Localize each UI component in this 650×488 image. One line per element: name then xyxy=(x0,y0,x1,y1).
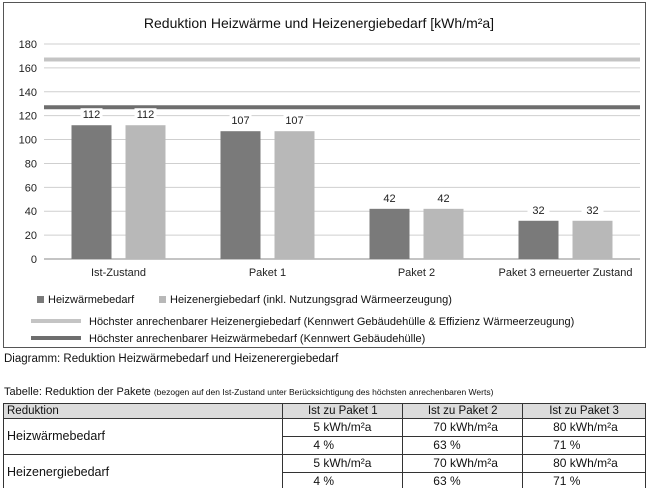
table-title xyxy=(4,386,493,398)
data-label: 107 xyxy=(285,115,304,128)
table-cell: 80 kWh/m²a xyxy=(523,455,646,473)
table-cell: 70 kWh/m²a xyxy=(403,419,523,437)
table-title-note: (bezogen auf den Ist-Zustand unter Berücksichtigung des höchsten anrechenbaren Werts) xyxy=(153,387,494,397)
x-tick-label: Paket 3 erneuerter Zustand xyxy=(498,267,633,279)
table-cell: 4 % xyxy=(283,473,403,488)
data-label: 107 xyxy=(231,115,250,128)
bar-heizwaerme xyxy=(519,221,559,259)
table-row xyxy=(4,455,646,473)
y-tick-label: 120 xyxy=(18,110,37,123)
x-tick-label: Ist-Zustand xyxy=(90,267,147,279)
x-tick-label: Paket 2 xyxy=(397,267,436,279)
table-header-row xyxy=(4,404,646,419)
legend-label-heizwaerme: Heizwärmebedarf xyxy=(48,294,135,306)
y-tick-label: 140 xyxy=(18,86,37,99)
y-tick-label: 0 xyxy=(30,254,37,266)
legend-swatch-heizenergie xyxy=(159,296,166,303)
table-cell: 71 % xyxy=(523,473,646,488)
y-tick-label: 40 xyxy=(24,206,37,219)
header-paket-3: Ist zu Paket 3 xyxy=(523,404,646,419)
y-tick-label: 60 xyxy=(24,182,37,195)
table-cell: 5 kWh/m²a xyxy=(283,455,403,473)
data-label: 112 xyxy=(136,109,155,122)
bar-heizenergie xyxy=(275,131,315,259)
bar-heizwaerme xyxy=(72,125,112,259)
chart-frame xyxy=(3,2,646,348)
table-cell: 5 kWh/m²a xyxy=(283,419,403,437)
y-tick-label: 20 xyxy=(24,230,37,243)
header-paket-2: Ist zu Paket 2 xyxy=(403,404,523,419)
x-tick-label: Paket 1 xyxy=(248,267,287,279)
chart-title: Reduktion Heizwärme und Heizenergiebedarf [kWh/m²a] xyxy=(143,15,495,31)
table-title-main: Tabelle: Reduktion der Pakete xyxy=(4,386,151,398)
data-label: 42 xyxy=(437,192,450,205)
bar-heizwaerme xyxy=(221,131,261,259)
y-tick-label: 80 xyxy=(24,158,37,171)
data-label: 32 xyxy=(532,204,545,217)
reduction-table xyxy=(3,403,646,488)
legend-label-heizenergie: Heizenergiebedarf (inkl. Nutzungsgrad Wärmeerzeugung) xyxy=(170,294,452,306)
bar-heizenergie xyxy=(573,221,613,259)
header-reduktion: Reduktion xyxy=(4,404,283,419)
bar-heizwaerme xyxy=(370,209,410,259)
bar-heizenergie xyxy=(424,209,464,259)
table-cell: 63 % xyxy=(403,437,523,455)
table-cell: 80 kWh/m²a xyxy=(523,419,646,437)
legend-label-ref-heizenergie: Höchster anrechenbarer Heizenergiebedarf (Kennwert Gebäudehülle & Effizienz Wärmeerzeugung) xyxy=(89,316,575,328)
y-tick-label: 160 xyxy=(18,62,37,75)
y-tick-label: 180 xyxy=(18,39,37,51)
data-label: 32 xyxy=(586,204,599,217)
table-cell: 71 % xyxy=(523,437,646,455)
table-cell: 70 kWh/m²a xyxy=(403,455,523,473)
legend-swatch-heizwaerme xyxy=(37,296,44,303)
row-label-heizwaerme: Heizwärmebedarf xyxy=(4,419,283,455)
table-cell: 4 % xyxy=(283,437,403,455)
data-label: 42 xyxy=(383,192,396,205)
y-tick-label: 100 xyxy=(18,134,37,147)
bar-chart xyxy=(4,3,647,349)
table-cell: 63 % xyxy=(403,473,523,488)
table-row xyxy=(4,419,646,437)
header-paket-1: Ist zu Paket 1 xyxy=(283,404,403,419)
data-label: 112 xyxy=(82,109,101,122)
legend-label-ref-heizwaerme: Höchster anrechenbarer Heizwärmebedarf (Kennwert Gebäudehülle) xyxy=(89,333,426,345)
chart-caption: Diagramm: Reduktion Heizwärmebedarf und Heizenerergiebedarf xyxy=(4,353,339,365)
row-label-heizenergie: Heizenergiebedarf xyxy=(4,455,283,488)
bar-heizenergie xyxy=(126,125,166,259)
